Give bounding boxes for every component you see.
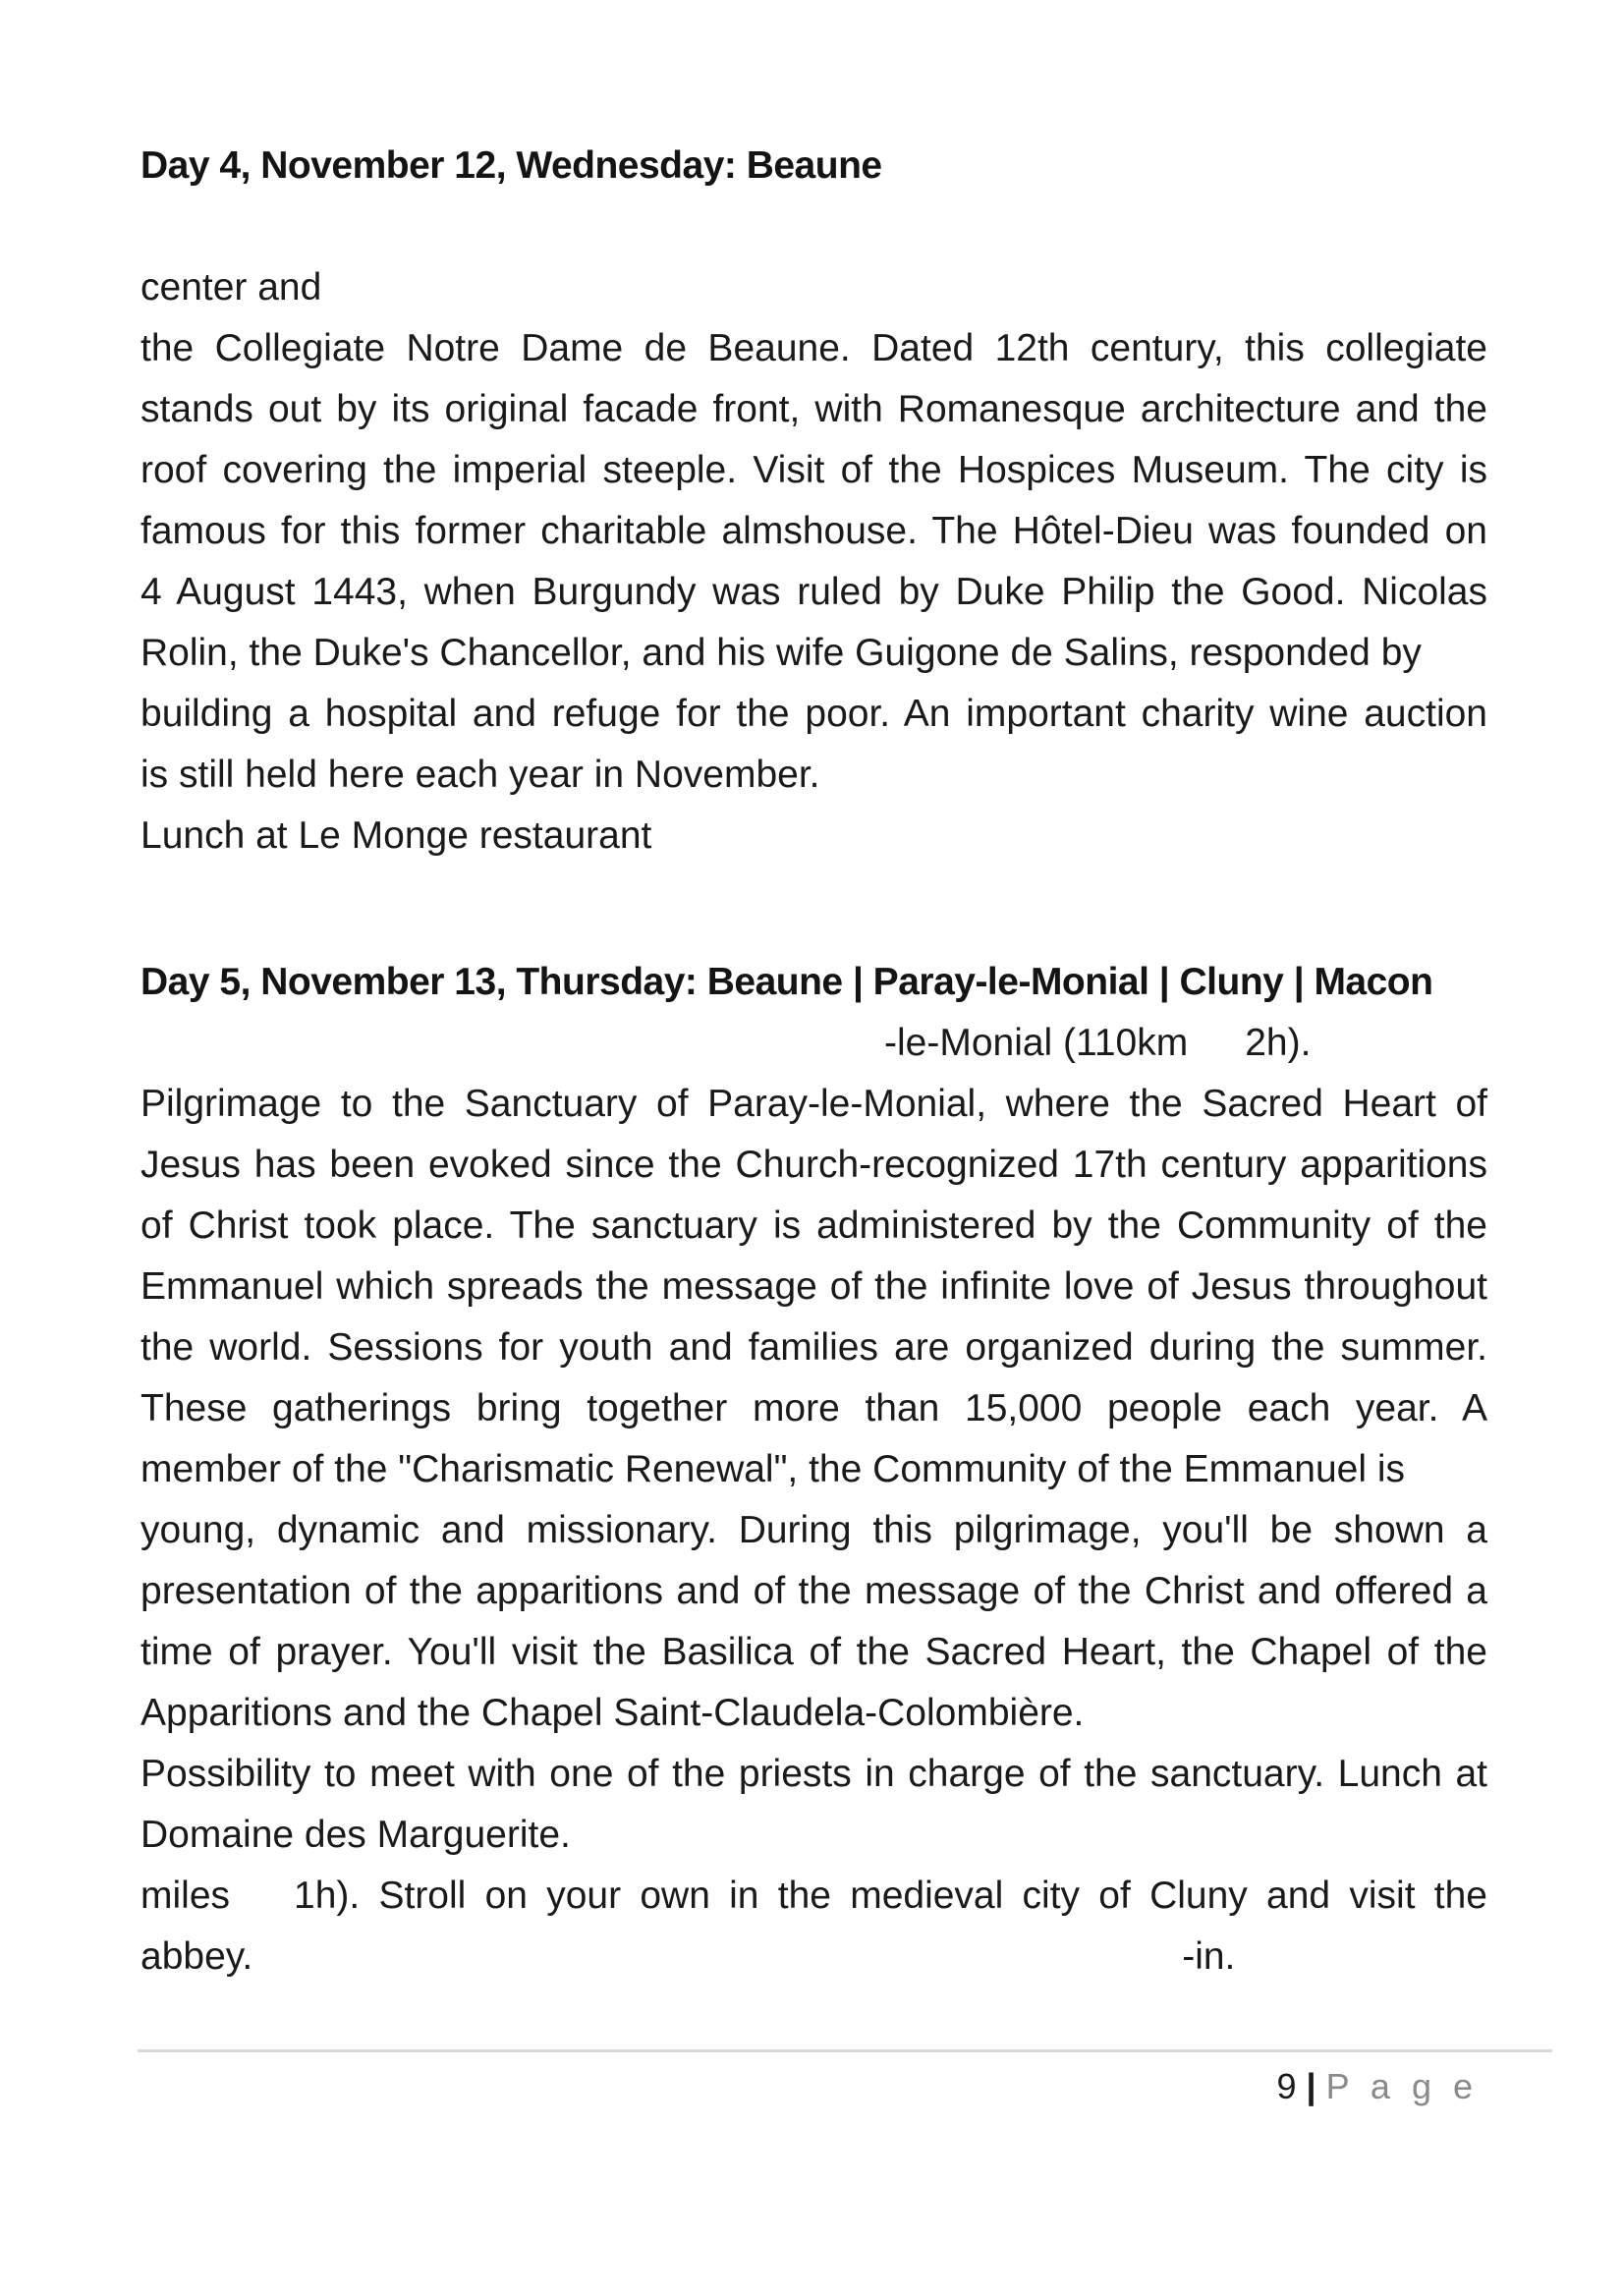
text-line: famous for this former charitable almshouse. The Hôtel-Dieu was founded on [140, 510, 1487, 552]
text-line: 4 August 1443, when Burgundy was ruled by Duke Philip the Good. Nicolas [140, 571, 1487, 613]
document-content [140, 136, 1487, 1988]
text-line: stands out by its original facade front, with Romanesque architecture and the [140, 388, 1487, 430]
day-heading: Day 5, November 13, Thursday: Beaune | Paray-le-Monial | Cluny | Macon [140, 961, 1433, 1003]
text-line: is still held here each year in November. [140, 754, 820, 796]
text-line: These gatherings bring together more than 15,000 people each year. A [140, 1387, 1487, 1429]
text-line: presentation of the apparitions and of the message of the Christ and offered a [140, 1570, 1487, 1612]
blank-line [140, 196, 1487, 257]
text-segment: -in. [1182, 1935, 1236, 1978]
redacted-gap [252, 1968, 1182, 1969]
text-line: Apparitions and the Chapel Saint-Claudela-Colombière. [140, 1692, 1085, 1734]
text-line: Possibility to meet with one of the priests in charge of the sanctuary. Lunch at [140, 1753, 1487, 1795]
text-segment: miles [140, 1875, 231, 1917]
text-line: of Christ took place. The sanctuary is administered by the Community of the [140, 1204, 1487, 1247]
text-line: Emmanuel which spreads the message of the infinite love of Jesus throughout [140, 1265, 1487, 1308]
text-line: Domaine des Marguerite. [140, 1814, 571, 1856]
text-line [140, 1927, 1487, 1988]
text-segment: 1h). Stroll on your own in the medieval city of Cluny and visit the [294, 1875, 1487, 1917]
text-line: the Collegiate Notre Dame de Beaune. Dated 12th century, this collegiate [140, 327, 1487, 369]
text-line: Jesus has been evoked since the Church-recognized 17th century apparitions [140, 1144, 1487, 1186]
footer-page-word: P a g e [1325, 2066, 1479, 2106]
text-line: Lunch at Le Monge restaurant [140, 814, 652, 857]
text-line: young, dynamic and missionary. During this pilgrimage, you'll be shown a [140, 1509, 1487, 1551]
page-number: 9 [1276, 2066, 1297, 2106]
redacted-gap [1188, 1054, 1245, 1055]
footer-divider [138, 2049, 1552, 2052]
text-line: Pilgrimage to the Sanctuary of Paray-le-Monial, where the Sacred Heart of [140, 1083, 1487, 1125]
text-line: the world. Sessions for youth and families are organized during the summer. [140, 1326, 1487, 1369]
text-line [140, 1013, 1487, 1074]
redacted-gap [140, 1054, 884, 1055]
text-line: center and [140, 266, 322, 308]
text-segment: abbey. [140, 1935, 253, 1978]
text-segment: -le-Monial (110km [884, 1022, 1189, 1064]
paragraph-spacer [140, 867, 1487, 952]
redacted-gap [230, 1907, 294, 1908]
text-line: building a hospital and refuge for the poor. An important charity wine auction [140, 693, 1487, 735]
footer-separator: | [1306, 2066, 1316, 2106]
text-segment: 2h). [1245, 1022, 1312, 1064]
day-heading: Day 4, November 12, Wednesday: Beaune [140, 144, 882, 187]
text-line: time of prayer. You'll visit the Basilica of the Sacred Heart, the Chapel of the [140, 1631, 1487, 1673]
text-line: member of the "Charismatic Renewal", the Community of the Emmanuel is [140, 1448, 1406, 1490]
text-line: Rolin, the Duke's Chancellor, and his wife Guigone de Salins, responded by [140, 632, 1422, 674]
text-line [140, 1866, 1487, 1927]
text-line: roof covering the imperial steeple. Visit of the Hospices Museum. The city is [140, 449, 1487, 491]
page-footer [1276, 2065, 1479, 2108]
